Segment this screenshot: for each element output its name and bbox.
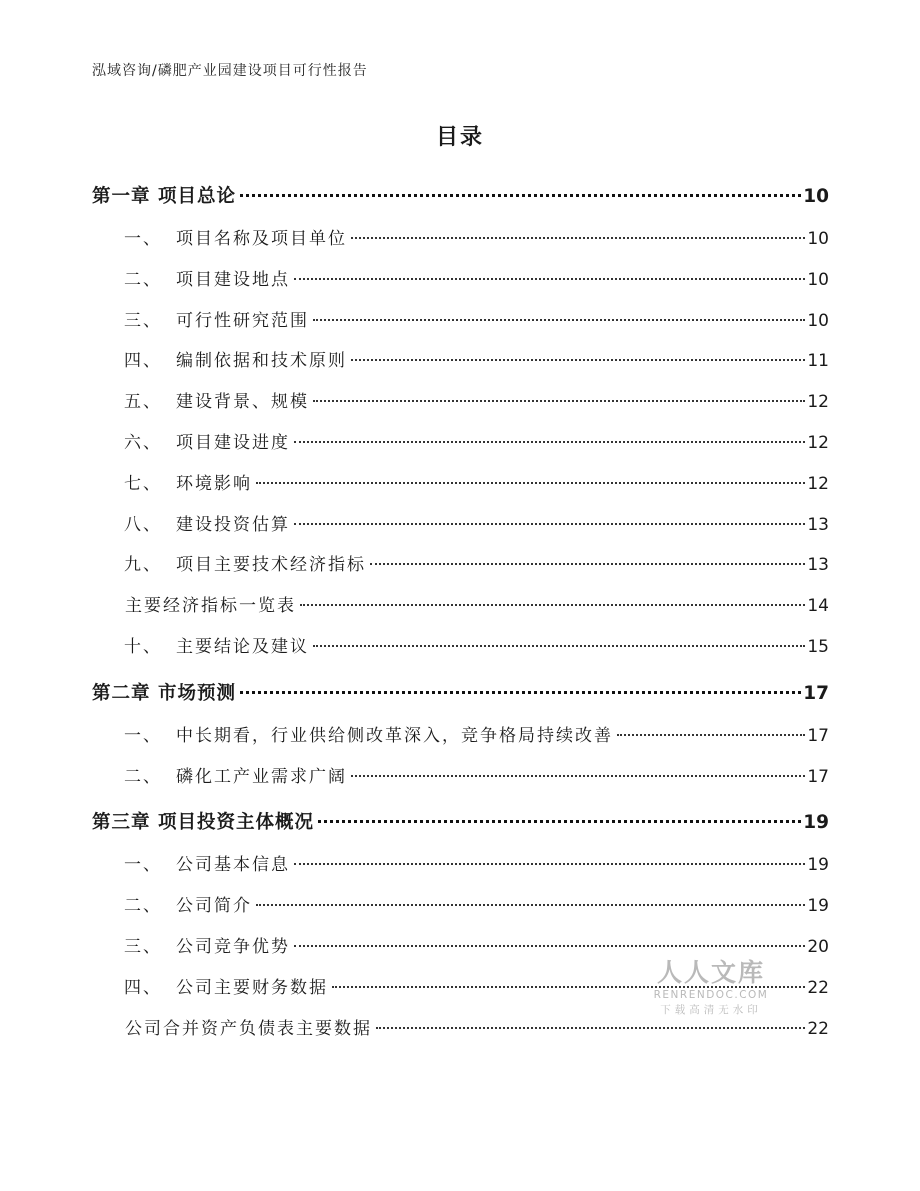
section-title: 公司竞争优势: [176, 936, 290, 957]
section-number: 六、: [124, 432, 162, 453]
section-label: [124, 545, 366, 586]
dot-leader: [240, 691, 801, 694]
dot-leader: [256, 904, 805, 906]
section-label: [124, 845, 290, 886]
dot-leader: [351, 237, 805, 239]
toc-section-entry[interactable]: [92, 464, 829, 505]
chapter-label: 第三章 项目投资主体概况: [92, 812, 314, 834]
dot-leader: [313, 645, 805, 647]
section-number: 二、: [124, 896, 162, 917]
dot-leader: [294, 945, 805, 947]
dot-leader: [240, 194, 801, 197]
dot-leader: [294, 278, 805, 280]
toc-section-entry[interactable]: [92, 505, 829, 546]
toc-section-entry[interactable]: [92, 716, 829, 757]
page-number: 14: [807, 596, 829, 617]
chapter-label: 第一章 项目总论: [92, 186, 236, 207]
page-number: 13: [807, 555, 829, 576]
section-number: 四、: [124, 977, 162, 998]
toc-section-entry[interactable]: [92, 341, 829, 382]
section-title: 公司基本信息: [176, 855, 290, 876]
page-number: 10: [807, 310, 829, 331]
page-number: 12: [807, 392, 829, 413]
section-number: 八、: [124, 514, 162, 535]
section-label: [124, 968, 328, 1009]
section-label: [124, 423, 290, 464]
page-number: 20: [807, 936, 829, 957]
section-title: 主要结论及建议: [176, 636, 309, 657]
dot-leader: [300, 604, 805, 606]
section-label: [125, 1009, 372, 1050]
section-label: [125, 586, 296, 627]
section-label: [124, 260, 290, 301]
section-number: 七、: [124, 473, 162, 494]
page-number: 11: [807, 351, 829, 372]
dot-leader: [313, 319, 805, 321]
section-label: [124, 464, 252, 505]
section-number: 十、: [124, 636, 162, 657]
page-number: 22: [807, 977, 829, 998]
page-number: 10: [803, 186, 829, 207]
dot-leader: [256, 482, 805, 484]
toc-section-entry[interactable]: [92, 545, 829, 586]
watermark: [646, 958, 776, 1018]
page-number: 12: [807, 473, 829, 494]
page-number: 10: [807, 269, 829, 290]
chapter-label: 第二章 市场预测: [92, 682, 236, 704]
section-title: 磷化工产业需求广阔: [176, 766, 347, 787]
page-number: 19: [803, 812, 829, 834]
section-title: 公司主要财务数据: [176, 977, 328, 998]
section-title: 项目主要技术经济指标: [176, 555, 366, 576]
section-label: [124, 927, 290, 968]
section-number: 九、: [124, 555, 162, 576]
section-title: 公司合并资产负债表主要数据: [125, 1018, 372, 1039]
section-label: [124, 301, 309, 342]
section-title: 项目名称及项目单位: [176, 229, 347, 249]
section-label: [124, 382, 309, 423]
section-number: 二、: [124, 766, 162, 787]
section-title: 环境影响: [176, 473, 252, 494]
section-label: [124, 505, 290, 546]
dot-leader: [294, 863, 805, 865]
section-number: 三、: [124, 310, 162, 331]
section-number: 一、: [124, 229, 162, 249]
toc-chapter-entry[interactable]: [92, 174, 829, 219]
section-title: 编制依据和技术原则: [176, 351, 347, 372]
toc-chapter-entry[interactable]: [92, 800, 829, 845]
section-number: 二、: [124, 269, 162, 290]
section-label: [124, 716, 613, 757]
dot-leader: [294, 523, 805, 525]
toc-section-entry[interactable]: [92, 757, 829, 798]
toc-title: 目录: [435, 125, 484, 150]
page-number: 17: [807, 766, 829, 787]
section-number: 五、: [124, 392, 162, 413]
toc-section-entry[interactable]: [92, 586, 829, 627]
page-number: 19: [807, 855, 829, 876]
toc-section-entry[interactable]: [92, 382, 829, 423]
section-title: 主要经济指标一览表: [125, 596, 296, 617]
dot-leader: [351, 775, 805, 777]
section-label: [124, 341, 347, 382]
section-title: 公司简介: [176, 896, 252, 917]
watermark-logo: 人人文库: [656, 958, 765, 987]
page-number: 10: [807, 229, 829, 249]
section-label: [124, 757, 347, 798]
toc-section-entry[interactable]: [92, 260, 829, 301]
dot-leader: [617, 734, 805, 736]
table-of-contents: [92, 174, 829, 1049]
page-number: 22: [807, 1018, 829, 1039]
page-number: 13: [807, 514, 829, 535]
section-number: 一、: [124, 855, 162, 876]
section-number: 四、: [124, 351, 162, 372]
section-label: [124, 886, 252, 927]
toc-chapter-entry[interactable]: [92, 671, 829, 716]
page-number: 17: [803, 682, 829, 704]
toc-section-entry[interactable]: [92, 219, 829, 260]
toc-section-entry[interactable]: [92, 627, 829, 668]
dot-leader: [376, 1027, 805, 1029]
section-number: 一、: [124, 725, 162, 746]
section-title: 建设背景、规模: [176, 392, 309, 413]
section-number: 三、: [124, 936, 162, 957]
dot-leader: [318, 820, 801, 823]
dot-leader: [313, 400, 805, 402]
page-header: 泓域咨询/磷肥产业园建设项目可行性报告: [92, 63, 368, 79]
dot-leader: [294, 441, 805, 443]
dot-leader: [370, 563, 805, 565]
section-label: [124, 627, 309, 668]
page-number: 12: [807, 432, 829, 453]
section-title: 中长期看，行业供给侧改革深入，竞争格局持续改善: [176, 725, 613, 746]
page-number: 15: [807, 636, 829, 657]
section-label: [124, 219, 347, 260]
section-title: 项目建设地点: [176, 269, 290, 290]
toc-section-entry[interactable]: [92, 845, 829, 886]
section-title: 项目建设进度: [176, 432, 290, 453]
page-number: 19: [807, 896, 829, 917]
toc-section-entry[interactable]: [92, 886, 829, 927]
watermark-tagline: 下载高清无水印: [660, 1004, 762, 1016]
section-title: 建设投资估算: [176, 514, 290, 535]
section-title: 可行性研究范围: [176, 310, 309, 331]
dot-leader: [351, 359, 805, 361]
toc-section-entry[interactable]: [92, 423, 829, 464]
page-number: 17: [807, 725, 829, 746]
toc-section-entry[interactable]: [92, 301, 829, 342]
watermark-domain: RENRENDOC.COM: [653, 989, 769, 1001]
